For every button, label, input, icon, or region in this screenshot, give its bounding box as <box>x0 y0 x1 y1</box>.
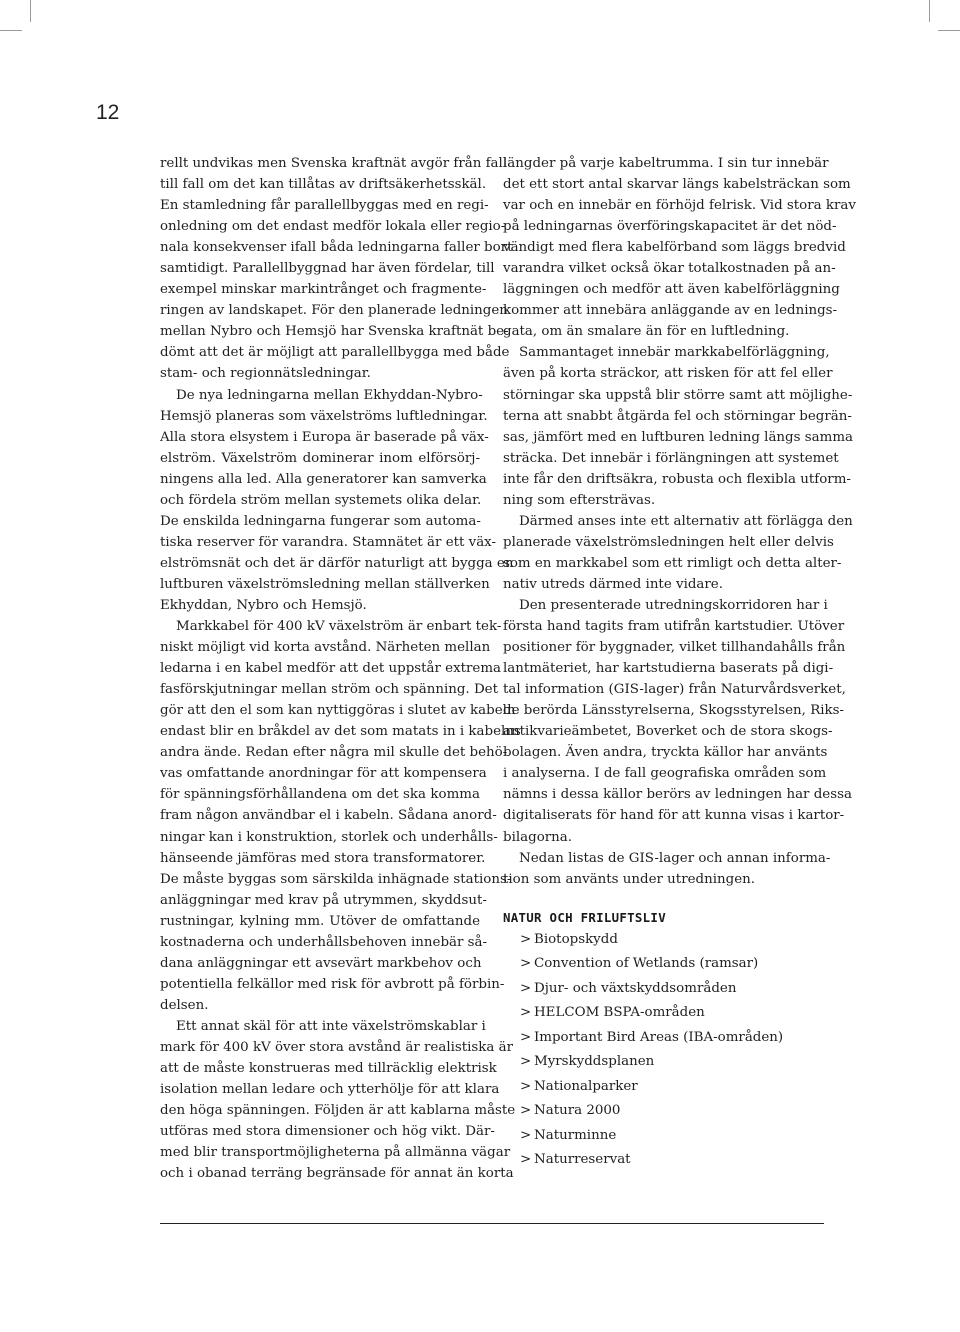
text-line: luftburen växelströmsledning mellan ställverken <box>160 576 490 592</box>
text-line: var och en innebär en förhöjd felrisk. Vid stora krav <box>503 198 856 214</box>
text-line: och fördela ström mellan systemets olika delar. <box>160 492 482 508</box>
footer-rule <box>160 1223 824 1224</box>
text-line: gata, om än smalare än för en luftledning. <box>503 324 790 340</box>
text-line: andra ände. Redan efter några mil skulle det behö- <box>160 745 508 761</box>
text-line: ningens alla led. Alla generatorer kan samverka <box>160 471 487 487</box>
list-item-label: Natura 2000 <box>534 1103 621 1119</box>
text-line: Sammantaget innebär markkabelförläggning, <box>519 345 830 361</box>
text-line: Ett annat skäl för att inte växelströmskablar i <box>176 1018 486 1034</box>
text-line: vändigt med flera kabelförband som läggs bredvid <box>503 240 846 256</box>
text-line: planerade växelströmsledningen helt eller delvis <box>503 534 834 550</box>
text-line: stam- och regionnätsledningar. <box>160 366 371 382</box>
list-item <box>503 1124 823 1149</box>
list-item-label: HELCOM BSPA-områden <box>534 1005 705 1021</box>
text-line: terna att snabbt åtgärda fel och störningar begrän- <box>503 408 852 424</box>
crop-mark-top-right-h <box>938 30 960 31</box>
text-line: samtidigt. Parallellbyggnad har även fördelar, till <box>160 261 495 277</box>
list-marker: > <box>520 1029 532 1045</box>
text-line: och i obanad terräng begränsade för annat än korta <box>160 1166 514 1182</box>
text-line: den höga spänningen. Följden är att kablarna måste <box>160 1103 516 1119</box>
text-line: Alla stora elsystem i Europa är baserade på väx- <box>160 429 489 445</box>
text-line: digitaliserats för hand för att kunna visas i kartor- <box>503 808 845 824</box>
text-line: första hand tagits fram utifrån kartstudier. Utöver <box>503 619 845 635</box>
text-line: fasförskjutningar mellan ström och spänning. Det <box>160 682 498 698</box>
text-line: Nedan listas de GIS-lager och annan informa- <box>519 850 831 866</box>
text-line: niskt möjligt vid korta avstånd. Närheten mellan <box>160 640 491 656</box>
text-line: som en markkabel som ett rimligt och detta alter- <box>503 555 842 571</box>
text-line: ningar kan i konstruktion, storlek och underhålls- <box>160 829 498 845</box>
list-item <box>503 1050 823 1075</box>
section-heading: NATUR OCH FRILUFTSLIV <box>503 909 666 925</box>
text-line: delsen. <box>160 997 209 1013</box>
text-line: inte får den driftsäkra, robusta och flexibla utform- <box>503 471 851 487</box>
text-line: läggningen och medför att även kabelförläggning <box>503 282 840 298</box>
text-line: för spänningsförhållandena om det ska komma <box>160 787 480 803</box>
text-line: störningar ska uppstå blir större samt att möjlighe- <box>503 387 853 403</box>
text-line: elströmsnät och det är därför naturligt att bygga en <box>160 555 514 571</box>
text-line: Markkabel för 400 kV växelström är enbart tek- <box>176 619 502 635</box>
text-line: de berörda Länsstyrelserna, Skogsstyrelsen, Riks- <box>503 703 845 719</box>
text-line: potentiella felkällor med risk för avbrott på förbin- <box>160 976 505 992</box>
list-marker: > <box>520 1103 532 1119</box>
text-line: även på korta sträckor, att risken för att fel eller <box>503 366 833 382</box>
text-line: nala konsekvenser ifall båda ledningarna faller bort <box>160 240 513 256</box>
list-marker: > <box>520 1152 532 1168</box>
text-line: anläggningar med krav på utrymmen, skyddsut- <box>160 892 487 908</box>
crop-mark-top-left-v <box>30 0 31 22</box>
text-line: längder på varje kabeltrumma. I sin tur innebär <box>503 156 829 171</box>
text-line: bolagen. Även andra, tryckta källor har använts <box>503 745 828 761</box>
text-line: bilagorna. <box>503 829 573 845</box>
text-line: hänseende jämföras med stora transformatorer. <box>160 850 486 866</box>
text-line: isolation mellan ledare och ytterhölje för att klara <box>160 1082 500 1098</box>
list-marker: > <box>520 956 532 972</box>
text-line: positioner för byggnader, vilket tillhandahålls från <box>503 640 846 656</box>
text-line: ledarna i en kabel medför att det uppstår extrema <box>160 661 502 677</box>
text-line: varandra vilket också ökar totalkostnaden på an- <box>503 261 836 277</box>
text-line: elström. Växelström dominerar inom elförsörj- <box>160 450 480 466</box>
text-line: på ledningarnas överföringskapacitet är det nöd- <box>503 219 837 235</box>
page-number: 12 <box>96 101 120 124</box>
text-line: gör att den el som kan nyttiggöras i slutet av kabeln <box>160 703 516 719</box>
text-line: ning som eftersträvas. <box>503 492 656 508</box>
text-line: antikvarieämbetet, Boverket och de stora skogs- <box>503 724 833 740</box>
text-line: mellan Nybro och Hemsjö har Svenska kraftnät be- <box>160 324 509 340</box>
text-line: sas, jämfört med en luftburen ledning längs samma <box>503 429 853 445</box>
list-item <box>503 952 823 977</box>
text-line: nämns i dessa källor berörs av ledningen har dessa <box>503 787 852 803</box>
text-line: tion som använts under utredningen. <box>503 871 755 887</box>
text-line: det ett stort antal skarvar längs kabelsträckan som <box>503 177 851 193</box>
text-line: fram någon användbar el i kabeln. Sådana anord- <box>160 808 497 824</box>
text-line: onledning om det endast medför lokala eller regio- <box>160 219 506 235</box>
list-item-label: Important Bird Areas (IBA-områden) <box>534 1029 784 1045</box>
text-line: Därmed anses inte ett alternativ att förlägga den <box>519 513 853 529</box>
text-line: De enskilda ledningarna fungerar som automa- <box>160 513 481 529</box>
list-item <box>503 928 823 953</box>
crop-mark-top-right-v <box>929 0 930 22</box>
text-line: dömt att det är möjligt att parallellbygga med både <box>160 345 510 361</box>
right-column-body <box>503 153 856 890</box>
list-marker: > <box>520 931 532 947</box>
list-marker: > <box>520 980 532 996</box>
list-item-label: Djur- och växtskyddsområden <box>534 980 737 996</box>
text-line: i analyserna. I de fall geografiska områden som <box>503 766 827 782</box>
section-list <box>503 928 823 1173</box>
list-item-label: Nationalparker <box>534 1078 638 1094</box>
list-item-label: Myrskyddsplanen <box>534 1054 655 1070</box>
list-item <box>503 977 823 1002</box>
text-line: Ekhyddan, Nybro och Hemsjö. <box>160 597 367 613</box>
list-item-label: Naturminne <box>534 1127 617 1143</box>
text-line: De nya ledningarna mellan Ekhyddan-Nybro- <box>176 387 483 403</box>
text-line: ringen av landskapet. För den planerade ledningen <box>160 303 508 319</box>
list-item <box>503 1001 823 1026</box>
text-line: Den presenterade utredningskorridoren har i <box>519 597 828 613</box>
text-line: sträcka. Det innebär i förlängningen att systemet <box>503 450 839 466</box>
list-item-label: Biotopskydd <box>534 931 618 947</box>
left-column <box>160 153 521 1184</box>
text-line: En stamledning får parallellbyggas med en regi- <box>160 198 489 214</box>
text-line: endast blir en bråkdel av det som matats in i kabelns <box>160 724 521 740</box>
text-line: nativ utreds därmed inte vidare. <box>503 576 723 592</box>
right-column <box>503 153 856 1173</box>
text-line: rellt undvikas men Svenska kraftnät avgör från fall <box>160 156 508 171</box>
text-line: rustningar, kylning mm. Utöver de omfattande <box>160 913 480 929</box>
text-line: kostnaderna och underhållsbehoven innebär så- <box>160 934 488 950</box>
crop-mark-top-left-h <box>0 30 22 31</box>
text-line: mark för 400 kV över stora avstånd är realistiska är <box>160 1039 514 1055</box>
list-item-label: Naturreservat <box>534 1152 631 1168</box>
list-marker: > <box>520 1054 532 1070</box>
text-line: att de måste konstrueras med tillräcklig elektrisk <box>160 1061 497 1077</box>
list-item <box>503 1075 823 1100</box>
text-line: tiska reserver för varandra. Stamnätet är ett väx- <box>160 534 497 550</box>
text-line: vas omfattande anordningar för att kompensera <box>160 766 487 782</box>
text-line: Hemsjö planeras som växelströms luftledningar. <box>160 408 488 424</box>
list-marker: > <box>520 1127 532 1143</box>
text-line: lantmäteriet, har kartstudierna baserats på digi- <box>503 661 834 677</box>
text-line: till fall om det kan tillåtas av driftsäkerhetsskäl. <box>160 177 487 193</box>
text-line: tal information (GIS-lager) från Naturvårdsverket, <box>503 682 846 698</box>
list-marker: > <box>520 1078 532 1094</box>
list-item <box>503 1026 823 1051</box>
text-line: med blir transportmöjligheterna på allmänna vägar <box>160 1145 511 1161</box>
list-item <box>503 1148 823 1173</box>
text-line: utföras med stora dimensioner och hög vikt. Där- <box>160 1124 495 1140</box>
text-line: dana anläggningar ett avsevärt markbehov och <box>160 955 482 971</box>
list-item <box>503 1099 823 1124</box>
text-line: De måste byggas som särskilda inhägnade stations- <box>160 871 512 887</box>
text-line: kommer att innebära anläggande av en lednings- <box>503 303 838 319</box>
text-line: exempel minskar markintrånget och fragmente- <box>160 282 487 298</box>
list-item-label: Convention of Wetlands (ramsar) <box>534 956 759 972</box>
list-marker: > <box>520 1005 532 1021</box>
